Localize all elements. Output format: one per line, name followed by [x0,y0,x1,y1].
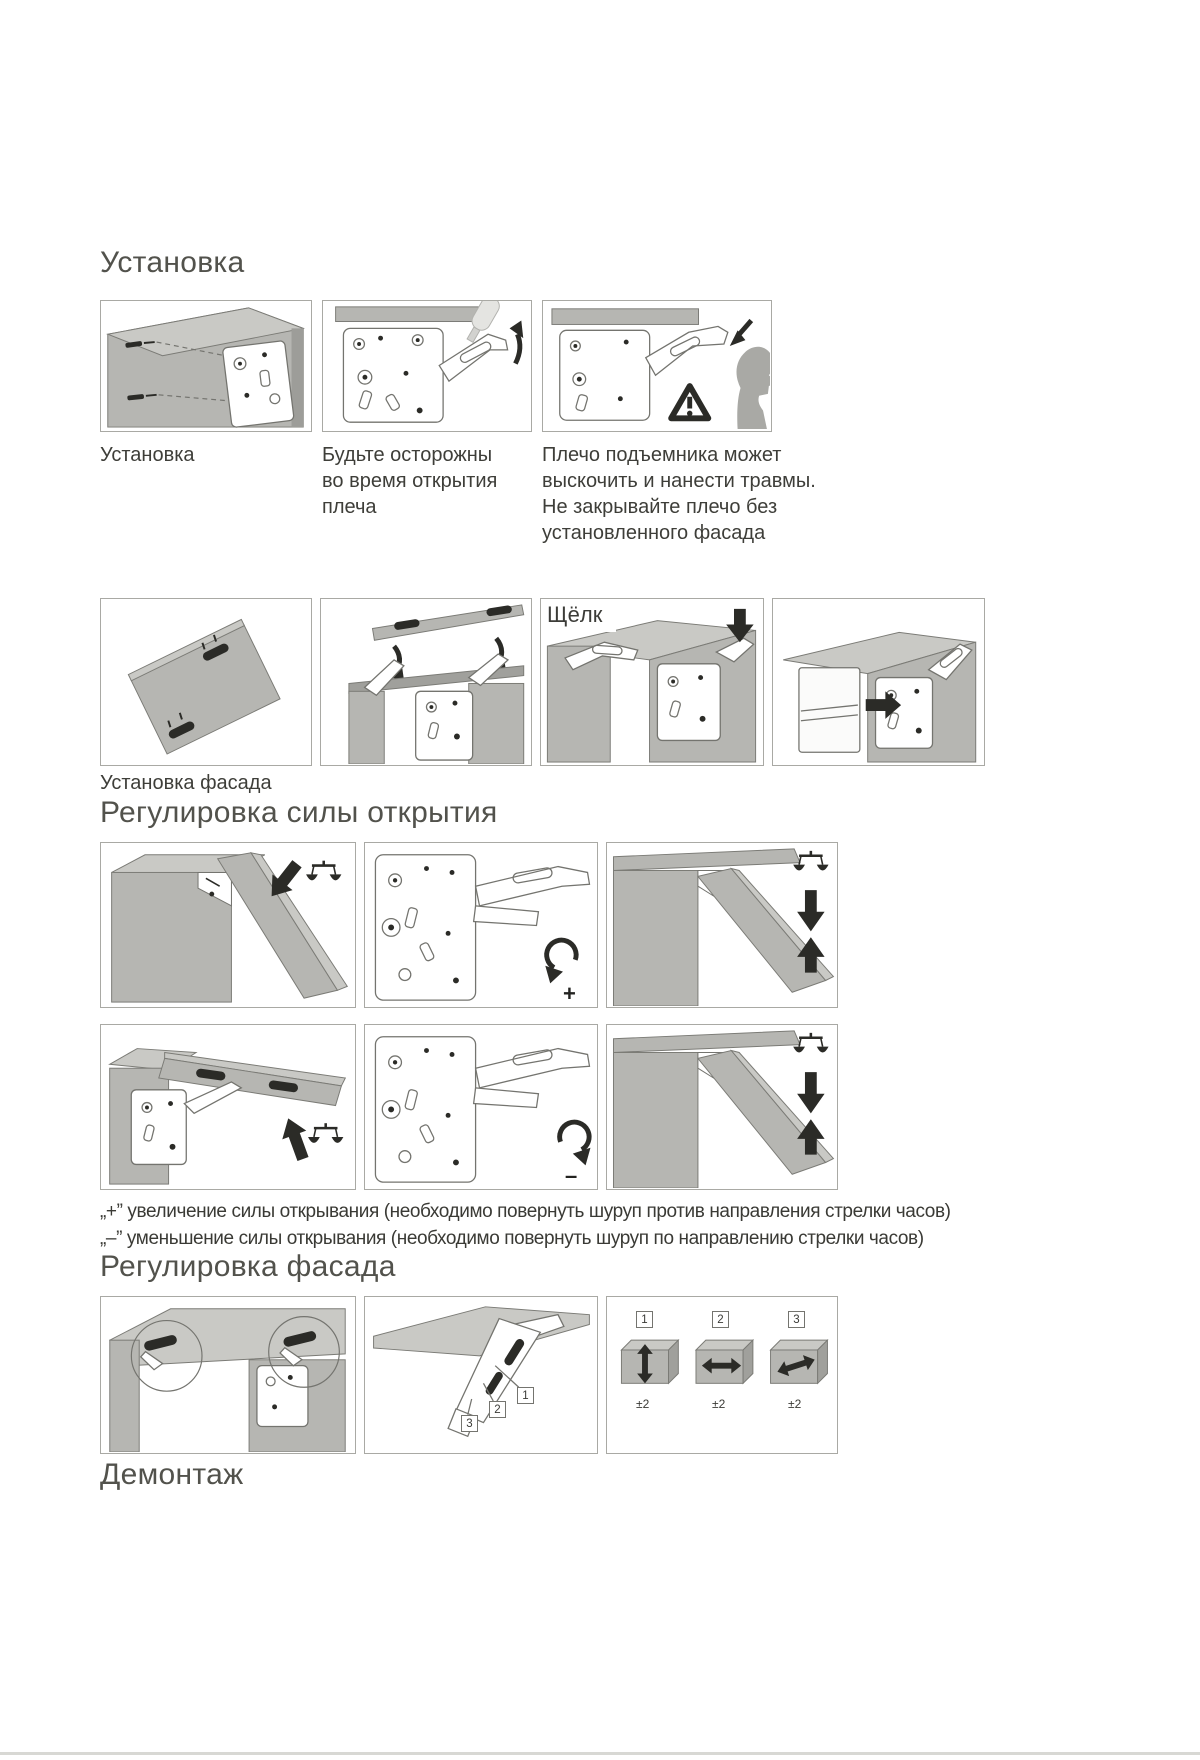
caption-install: Установка [100,444,195,466]
panel-adjust-points [364,1296,598,1454]
lift-arm [474,867,590,926]
note-force-minus: „–” уменьшение силы открывания (необходимо повернуть шуруп по направлению стрелки часов) [100,1228,924,1249]
adjust-cube-depth [771,1340,828,1383]
caption-facade-install: Установка фасада [100,772,272,794]
rotate-cw-icon [560,1122,591,1165]
panel-facade-click [540,598,764,766]
illustration-install-screws [101,301,310,430]
arrow-down-icon [797,1072,824,1113]
illustration-force-minus [365,1025,596,1188]
section-title-force: Регулировка силы открытия [100,796,498,829]
note-force-plus: „+” увеличение силы открывания (необходимо повернуть шуруп против направления стрелки часов) [100,1201,951,1222]
mounting-plate [343,328,443,422]
cover-cap [799,668,860,752]
adjust-range-1: ±2 [636,1397,650,1411]
lift-arm [646,326,728,375]
person-silhouette [736,347,770,429]
adjust-range-2: ±2 [712,1397,726,1411]
lift-arm [474,1049,590,1108]
mounting-plate [375,855,475,1000]
section-title-dismantle: Демонтаж [100,1458,244,1491]
mounting-plate [657,664,720,741]
arrow-icon [730,321,752,346]
caption-careful: Будьте осторожны во время открытия плеча [322,444,498,518]
panel-facade-board [100,598,312,766]
illustration-force-balanced [607,843,836,1006]
illustration-adjust-overview [101,1297,354,1452]
illustration-force-high [101,1025,354,1188]
illustration-force-low [101,843,354,1006]
warning-triangle-icon [671,386,708,418]
scales-icon [306,861,341,881]
mounting-plate [222,340,294,427]
panel-force-high [100,1024,356,1190]
mounting-plate [131,1090,186,1165]
adjust-cube-vertical [621,1340,678,1383]
mounting-plate [375,1037,475,1182]
illustration-cover-cap [773,599,983,764]
panel-arm-warning [542,300,772,432]
mounting-plate [416,691,473,760]
panel-force-low [100,842,356,1008]
panel-adjust-directions [606,1296,838,1454]
rotate-ccw-icon [545,940,576,983]
section-title-facade-adjust: Регулировка фасада [100,1250,396,1283]
mounting-plate [560,330,650,420]
illustration-force-plus [365,843,596,1006]
panel-install-screws [100,300,312,432]
illustration-facade-board [101,599,310,764]
plus-sign: + [563,981,576,1006]
adjust-range-3: ±2 [788,1397,802,1411]
arrow-up-curved-icon [510,321,524,364]
adjust-direction-label-3: 3 [788,1311,805,1328]
panel-cover-cap [772,598,985,766]
illustration-arm-opening [323,301,530,430]
click-label: Щёлк [541,600,616,632]
section-title-install: Установка [100,246,245,279]
scales-icon [308,1123,343,1143]
illustration-adjust-points [365,1297,596,1452]
caption-warning: Плечо подъемника может выскочить и нанести травмы. Не закрывайте плечо без установленного фасада [542,444,816,544]
panel-facade-attach [320,598,532,766]
adjust-point-label-3: 3 [461,1415,478,1432]
adjust-point-label-1: 1 [517,1387,534,1404]
adjust-direction-label-1: 1 [636,1311,653,1328]
minus-sign: – [565,1163,578,1188]
adjust-cube-horizontal [696,1340,753,1383]
panel-arm-opening [322,300,532,432]
arrow-down-icon [797,890,824,931]
page-bottom-rule [0,1752,1200,1755]
panel-adjust-overview [100,1296,356,1454]
adjust-point-label-2: 2 [489,1401,506,1418]
panel-force-minus [364,1024,598,1190]
panel-force-plus [364,842,598,1008]
illustration-arm-warning [543,301,770,430]
mounting-plate [876,678,933,749]
illustration-force-balanced-2 [607,1025,836,1188]
panel-force-balanced [606,842,838,1008]
illustration-facade-attach [321,599,530,764]
adjust-direction-label-2: 2 [712,1311,729,1328]
mounting-plate [257,1366,308,1427]
panel-force-balanced-2 [606,1024,838,1190]
